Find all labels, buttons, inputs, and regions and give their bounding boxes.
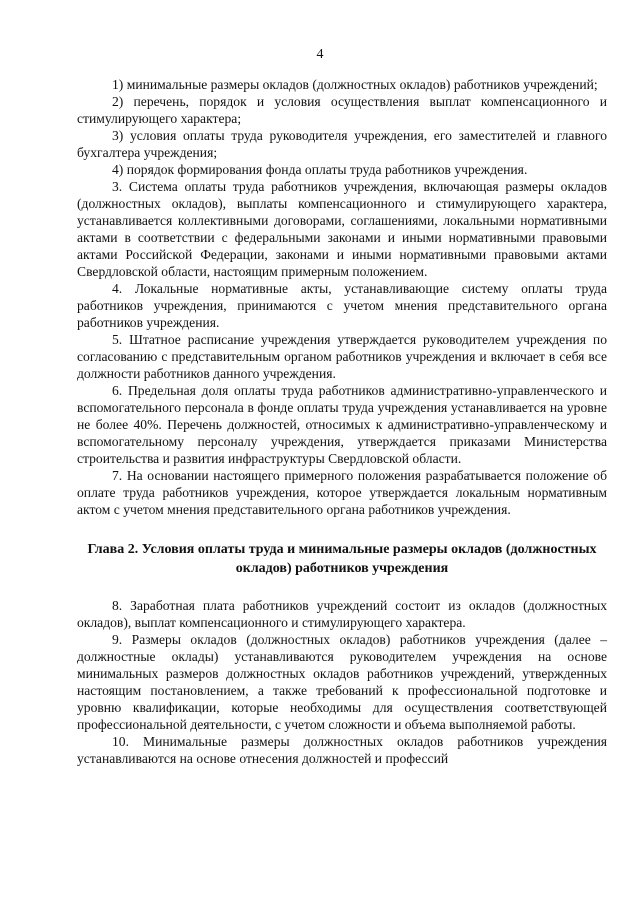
list-item-4: 4) порядок формирования фонда оплаты труда работников учреждения. <box>112 162 528 177</box>
paragraph-10: 10. Минимальные размеры должностных окладов работников учреждения устанавливаются на основе отнесения должностей и профессий <box>77 734 607 766</box>
paragraph-6: 6. Предельная доля оплаты труда работников административно-управленческого и вспомогательного персонала в фонде оплаты труда учреждения устанавливается на уровне не более 40%. Перечень должностей, относимых к административно-управленческому и вспомогательному персоналу учреждения, утверждается приказами Министерства строительства и развития инфраструктуры Свердловской области. <box>77 383 607 466</box>
list-item-3: 3) условия оплаты труда руководителя учреждения, его заместителей и главного бухгалтера учреждения; <box>77 128 607 160</box>
document-body <box>77 76 607 767</box>
paragraph-4: 4. Локальные нормативные акты, устанавливающие систему оплаты труда работников учреждения, принимаются с учетом мнения представительного органа работников учреждения. <box>77 281 607 330</box>
paragraph-5: 5. Штатное расписание учреждения утверждается руководителем учреждения по согласованию с представительным органом работников учреждения и включает в себя все должности работников данного учреждения. <box>77 332 607 381</box>
chapter-heading: Глава 2. Условия оплаты труда и минимальные размеры окладов (должностных окладов) работников учреждения <box>87 542 597 576</box>
paragraph-8: 8. Заработная плата работников учреждений состоит из окладов (должностных окладов), выплат компенсационного и стимулирующего характера. <box>77 598 607 630</box>
list-item-2: 2) перечень, порядок и условия осуществления выплат компенсационного и стимулирующего характера; <box>77 94 607 126</box>
paragraph-7: 7. На основании настоящего примерного положения разрабатывается положение об оплате труда работников учреждения, которое утверждается локальным нормативным актом с учетом мнения представительного органа работников учреждения. <box>77 468 607 517</box>
paragraph-9: 9. Размеры окладов (должностных окладов) работников учреждения (далее – должностные оклады) устанавливаются руководителем учреждения на основе минимальных размеров должностных окладов работников учреждений, утвержденных настоящим постановлением, а также требований к профессиональной подготовке и уровню квалификации, которые необходимы для осуществления соответствующей профессиональной деятельности, с учетом сложности и объема выполняемой работы. <box>77 632 607 732</box>
page-number: 4 <box>316 47 324 62</box>
list-item-1: 1) минимальные размеры окладов (должностных окладов) работников учреждений; <box>112 77 598 92</box>
paragraph-3: 3. Система оплаты труда работников учреждения, включающая размеры окладов (должностных окладов), выплаты компенсационного и стимулирующего характера, устанавливается коллективными договорами, соглашениями, локальными нормативными актами в соответствии с федеральными законами и иными нормативными правовыми актами Российской Федерации, законами и иными нормативными правовыми актами Свердловской области, настоящим примерным положением. <box>77 179 607 279</box>
